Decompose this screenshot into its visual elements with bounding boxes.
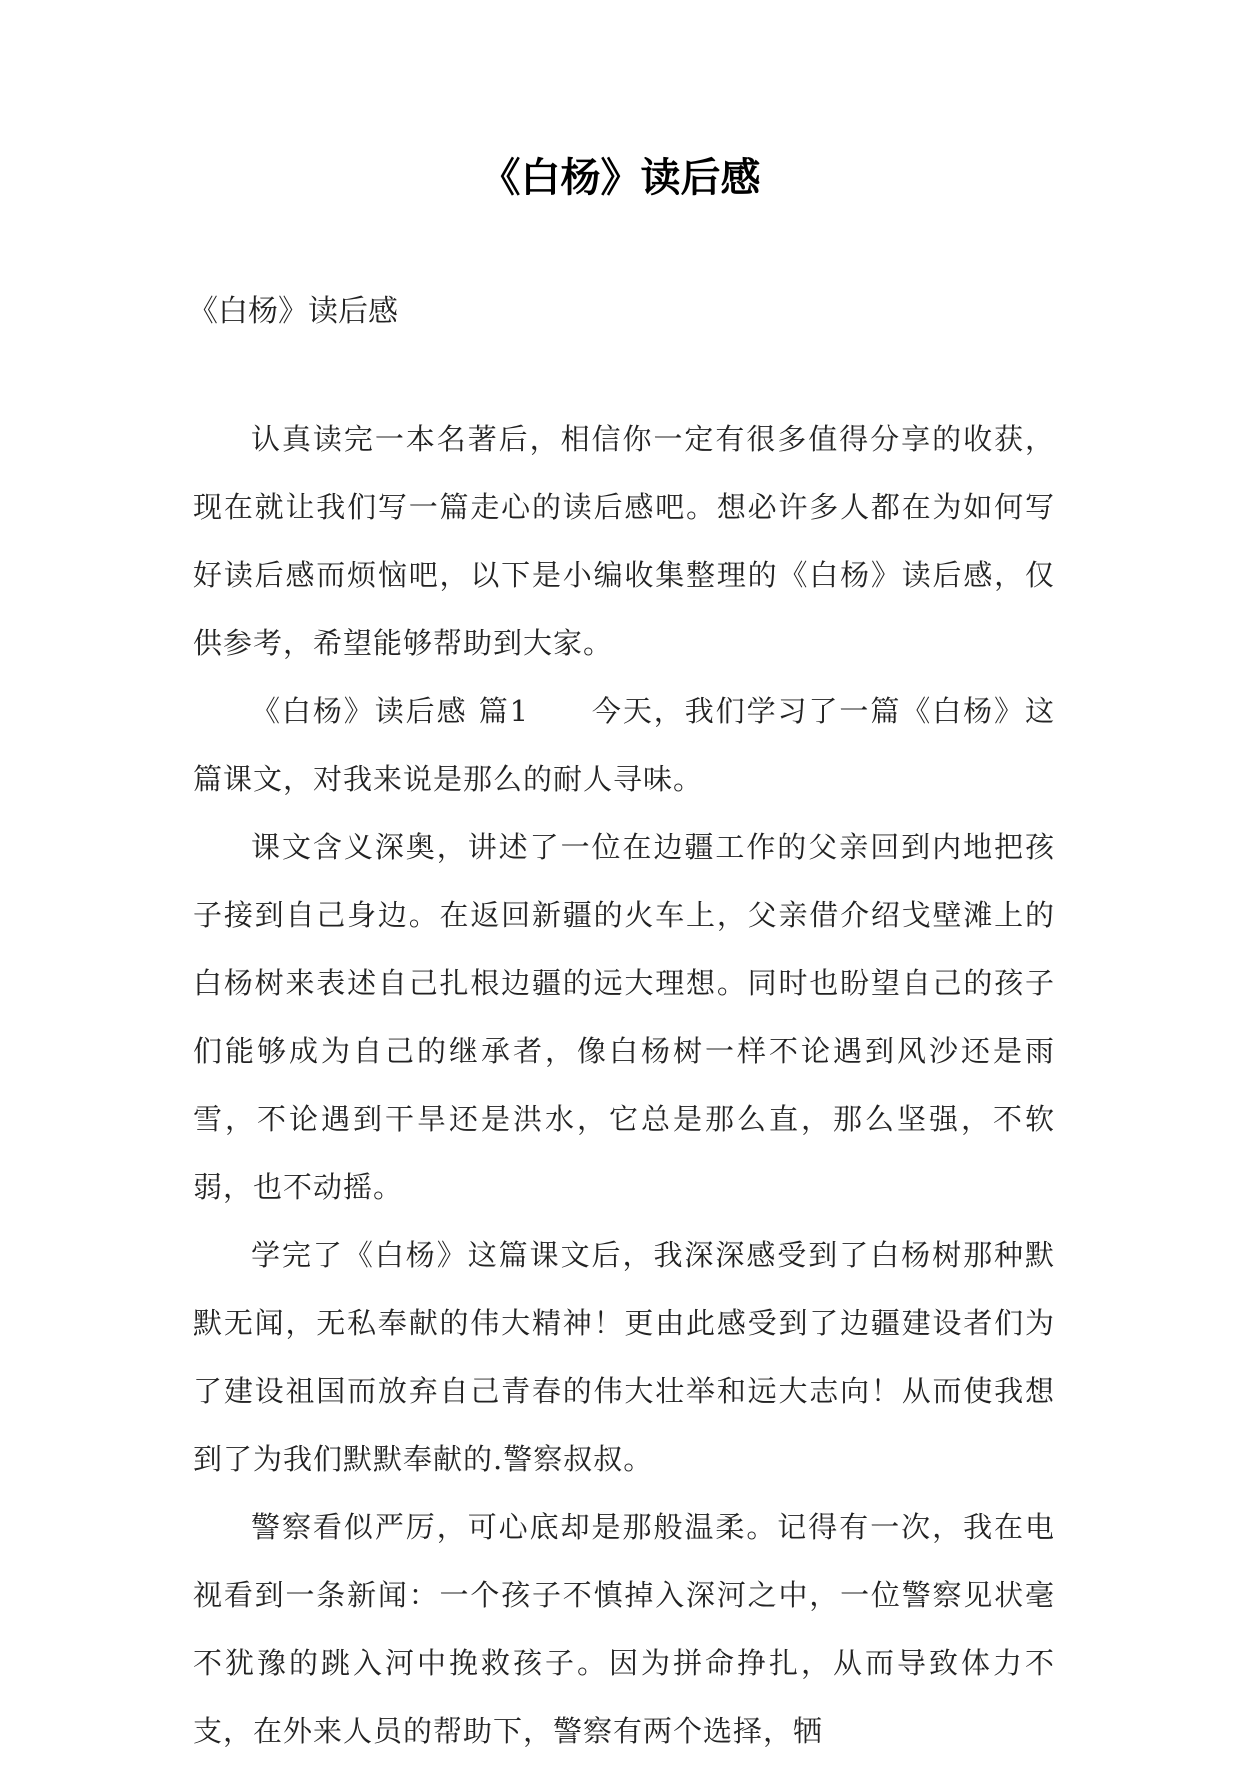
paragraph-intro: 认真读完一本名著后，相信你一定有很多值得分享的收获，现在就让我们写一篇走心的读后感吧。想必许多人都在为如何写好读后感而烦恼吧，以下是小编收集整理的《白杨》读后感，仅供参考，希望能够帮助到大家。: [193, 422, 1055, 660]
document-subtitle: 《白杨》读后感: [188, 294, 398, 329]
paragraph-reflection: 学完了《白杨》这篇课文后，我深深感受到了白杨树那种默默无闻，无私奉献的伟大精神！更由此感受到了边疆建设者们为了建设祖国而放弃自己青春的伟大壮举和远大志向！从而使我想到了为我们默默奉献的.警察叔叔。: [193, 1238, 1055, 1476]
paragraph-police-story: 警察看似严厉，可心底却是那般温柔。记得有一次，我在电视看到一条新闻：一个孩子不慎掉入深河之中，一位警察见状毫不犹豫的跳入河中挽救孩子。因为拼命挣扎，从而导致体力不支，在外来人员的帮助下，警察有两个选择，牺: [193, 1510, 1055, 1748]
document-body: [193, 405, 1055, 1765]
paragraph-lesson-summary: 课文含义深奥，讲述了一位在边疆工作的父亲回到内地把孩子接到自己身边。在返回新疆的火车上，父亲借介绍戈壁滩上的白杨树来表述自己扎根边疆的远大理想。同时也盼望自己的孩子们能够成为自己的继承者，像白杨树一样不论遇到风沙还是雨雪，不论遇到干旱还是洪水，它总是那么直，那么坚强，不软弱，也不动摇。: [193, 830, 1055, 1204]
document-title: 《白杨》读后感: [480, 155, 761, 201]
paragraph-chapter-1-opening: 《白杨》读后感 篇1 今天，我们学习了一篇《白杨》这篇课文，对我来说是那么的耐人寻味。: [193, 694, 1055, 796]
